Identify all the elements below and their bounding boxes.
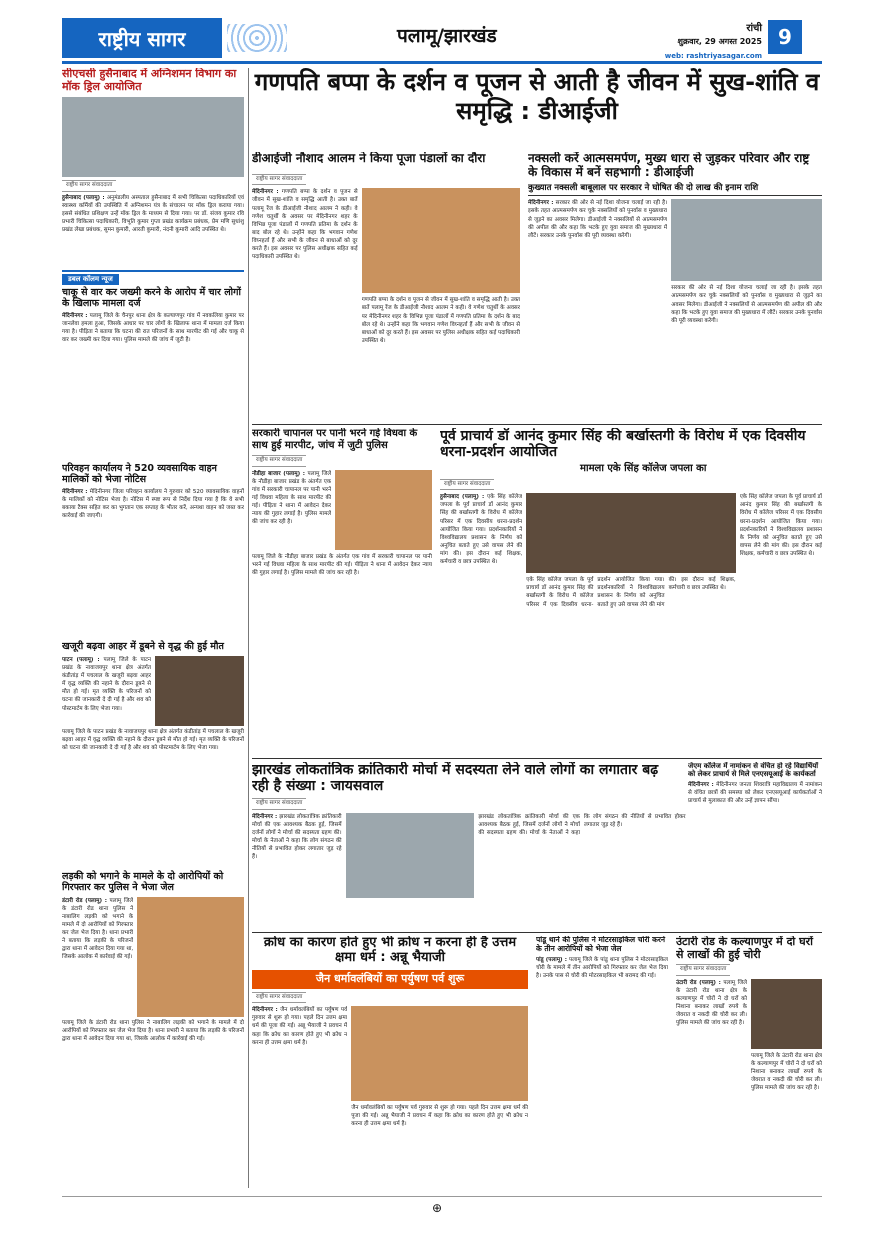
- theft-text-cont: पलामू जिले के उंटारी रोड थाना क्षेत्र के कल्याणपुर में चोरों ने दो घरों को निशाना बनाकर लाखों रुपये के जेवरात व नकदी की चोरी कर ली। पुलिस मामले की जांच कर रही है।: [751, 1052, 822, 1092]
- story1-body: [62, 194, 244, 264]
- dateline: हुसैनाबाद (पलामू) :: [440, 494, 485, 501]
- website: web: rashtriyasagar.com: [664, 52, 762, 60]
- morcha-photo: [346, 813, 475, 898]
- naxal-story: [528, 152, 822, 402]
- protest-text-right: एके सिंह कॉलेज जपला के पूर्व प्राचार्य डॉ आनंद कुमार सिंह की बर्खास्तगी के विरोध में कॉलेज परिसर में एक दिवसीय धरना-प्रदर्शन आयोजित किया गया। प्रदर्शनकारियों ने विश्वविद्यालय प्रशासन के निर्णय को अनुचित बताते हुए उसे वापस लेने की मांग की। इस दौरान कई शिक्षक, कर्मचारी व छात्र उपस्थित थे।: [739, 494, 822, 557]
- widow-body: [252, 470, 331, 550]
- widow-headline: सरकारी चापानल पर पानी भरने गई विधवा के साथ हुई मारपीट, जांच में जुटी पुलिस: [252, 428, 418, 451]
- story4-photo: [155, 656, 244, 726]
- story3-body: [62, 488, 244, 638]
- dateline: मेदिनीनगर :: [252, 189, 279, 196]
- motorcycle-body: [536, 956, 668, 1156]
- dig-photo: [362, 188, 520, 293]
- section-title: पलामू/झारखंड: [397, 25, 497, 47]
- jain-body-cont: [351, 1104, 528, 1164]
- protest-body: [440, 493, 522, 733]
- byline: राष्ट्रीय सागर संवाददाता: [62, 180, 116, 192]
- naxal-subhead: कुख्यात नक्सली बाबूलाल पर सरकार ने घोषित की दो लाख की इनाम राशि: [528, 184, 822, 197]
- dateline: मेदिनीनगर :: [688, 782, 714, 789]
- morcha-text-cont: झारखंड लोकतांत्रिक क्रांतिकारी मोर्चा की एक आवश्यक बैठक हुई, जिसमें दर्जनों लोगों ने मोर्चा की सदस्यता ग्रहण की। मोर्चा के नेताओं ने कहा कि लोग संगठन की नीतियों से प्रभावित होकर लगातार जुड़ रहे हैं।: [478, 813, 686, 836]
- byline: राष्ट्रीय सागर संवाददाता: [252, 174, 306, 186]
- dateline: मेदिनीनगर :: [252, 1007, 278, 1014]
- protest-body-cont: [526, 576, 735, 731]
- story2-body: [62, 312, 244, 460]
- dig-body: [252, 188, 358, 388]
- jain-text: जैन धर्मावलंबियों का पर्युषण पर्व गुरुवार से शुरू हो गया। पहले दिन उत्तम क्षमा धर्म की पूजा की गई। अन्नू भैयाजी ने प्रवचन में कहा कि क्रोध का कारण होते हुए भी क्रोध न करना ही उत्तम क्षमा धर्म है।: [252, 1007, 348, 1046]
- protest-photo: [526, 493, 735, 573]
- story4-text: पलामू जिले के पाटन प्रखंड के नावाजयपुर थाना क्षेत्र अंतर्गत कंडीतांड़ में पचलाल के खजूरी बढ़वा आहर में वृद्ध व्यक्ति की नहाने के दौरान डूबने से मौत हो गई। मृत व्यक्ति के परिजनों को घटना की जानकारी दे दी गई है और शव को पोस्टमार्टम के लिए भेजा गया।: [62, 656, 151, 712]
- theft-body-cont: [751, 1052, 822, 1137]
- left-column: [62, 68, 244, 1188]
- naxal-photo: [671, 199, 822, 281]
- nsui-story: [688, 762, 822, 932]
- jain-story: [252, 936, 528, 1176]
- widow-body-cont: [252, 553, 432, 713]
- dig-story: [252, 152, 520, 402]
- story5-text: पलामू जिले के डंटारी रोड थाना पुलिस ने नाबालिग लड़की को भगाने के मामले में दो आरोपियों को गिरफ्तार कर जेल भेज दिया है। थाना प्रभारी ने बताया कि लड़की के परिजनों द्वारा थाना में आवेदन दिया गया था, जिसके आलोक में कार्रवाई की गई।: [62, 897, 134, 961]
- widow-content: [252, 470, 432, 550]
- widow-text-cont: पलामू जिले के नौडीहा बाजार प्रखंड के अंतर्गत एक गांव में सरकारी चापानल पर पानी भरने गई विधवा महिला के साथ मारपीट की गई। पीड़िता ने थाना में आवेदन देकर न्याय की गुहार लगाई है। पुलिस मामले की जांच कर रही है।: [252, 553, 432, 576]
- masthead-rule: [62, 61, 822, 64]
- protest-body-right: [740, 493, 822, 733]
- protest-photo-wrap: [526, 493, 735, 733]
- story4-body: [62, 656, 151, 726]
- dateline: पांडू (पलामू) :: [536, 957, 567, 964]
- widow-photo: [335, 470, 432, 550]
- dateline: नौडीहा बाजार (पलामू) :: [252, 470, 306, 477]
- naxal-headline: नक्सली करें आत्मसमर्पण, मुख्य धारा से जुड़कर परिवार और राष्ट्र के विकास में बनें सहभागी : डीआईजी: [528, 152, 810, 179]
- motorcycle-text: पलामू जिले के पांडू थाना पुलिस ने मोटरसाइकिल चोरी के मामले में तीन आरोपियों को गिरफ्तार कर जेल भेज दिया है। उनके पास से चोरी की मोटरसाइकिल भी बरामद की गई।: [536, 957, 668, 980]
- decorative-dots: [227, 24, 287, 52]
- protest-content: [440, 493, 822, 733]
- horizontal-rule: [252, 424, 822, 425]
- nsui-text: मेदिनीनगर जनता शिवरात्रि महाविद्यालय में नामांकन से वंचित छात्रों की समस्या को लेकर एनएसयूआई कार्यकर्ताओं ने प्राचार्य से मुलाकात की और उन्हें ज्ञापन सौंपा।: [688, 782, 822, 805]
- jain-text-cont: जैन धर्मावलंबियों का पर्युषण पर्व गुरुवार से शुरू हो गया। पहले दिन उत्तम क्षमा धर्म की पूजा की गई। अन्नू भैयाजी ने प्रवचन में कहा कि क्रोध का कारण होते हुए भी क्रोध न करना ही उत्तम क्षमा धर्म है।: [351, 1105, 528, 1128]
- byline: राष्ट्रीय सागर संवाददाता: [252, 455, 306, 467]
- story5-photo: [137, 897, 244, 1017]
- dateline: उंटारी रोड (पलामू) :: [676, 979, 721, 986]
- naxal-text: सरकार की ओर से नई दिशा योजना चलाई जा रही है। इसके तहत आत्मसमर्पण कर चुके नक्सलियों को पुनर्वास व मुख्यधारा से जुड़ने का अवसर मिलेगा। डीआईजी ने नक्सलियों से आत्मसमर्पण की अपील की और कहा कि भटके हुए युवा समाज की मुख्यधारा में लौटें। सरकार उनके पुनर्वास की पूरी व्यवस्था करेगी।: [528, 200, 668, 239]
- story2-headline: चाकू से वार कर जख्मी करने के आरोप में चार लोगों के खिलाफ मामला दर्ज: [62, 287, 241, 310]
- story5-body-cont: [62, 1019, 244, 1129]
- dateline: डंटारी रोड (पलामू) :: [62, 897, 107, 904]
- theft-text: पलामू जिले के उंटारी रोड थाना क्षेत्र के कल्याणपुर में चोरों ने दो घरों को निशाना बनाकर लाखों रुपये के जेवरात व नकदी की चोरी कर ली। पुलिस मामले की जांच कर रही है।: [676, 979, 747, 1027]
- dateline: मेदिनीनगर :: [252, 813, 278, 820]
- theft-story: [676, 936, 822, 1176]
- story4-text-cont: पलामू जिले के पाटन प्रखंड के नावाजयपुर थाना क्षेत्र अंतर्गत कंडीतांड़ में पचलाल के खजूरी बढ़वा आहर में वृद्ध व्यक्ति की नहाने के दौरान डूबने से मौत हो गई। मृत व्यक्ति के परिजनों को घटना की जानकारी दे दी गई है और शव को पोस्टमार्टम के लिए भेजा गया।: [62, 728, 244, 752]
- jain-photo-wrap: [351, 1006, 528, 1166]
- dig-text-cont: गणपति बप्पा के दर्शन व पूजन से जीवन में सुख-शांति व समृद्धि आती है। उक्त बातें पलामू रेंज के डीआईजी नौशाद आलम ने कही। वे गणेश चतुर्थी के अवसर पर मेदिनीनगर शहर के विभिन्न पूजा पंडालों में गणपति प्रतिमा के दर्शन के बाद बोल रहे थे। उन्होंने कहा कि भगवान गणेश विघ्नहर्ता हैं और सभी के जीवन से बाधाओं को दूर करते हैं। इस अवसर पर पुलिस अधीक्षक सहित कई पदाधिकारी उपस्थित थे।: [361, 297, 520, 344]
- story1-text: अनुमंडलीय अस्पताल हुसैनाबाद में सभी चिकित्सा पदाधिकारियों एवं स्वास्थ्य कर्मियों की उपस्थिति में अग्निशमन यंत्र के संचालन पर मॉक ड्रिल कराया गया। इससे संबंधित प्रशिक्षण उन्हें मॉक ड्रिल के माध्यम से दिया गया। पर डॉ. संजय कुमार रवि प्रभारी चिकित्सा पदाधिकारी, विभूति कुमार गुप्ता प्रखंड कार्यक्रम प्रबंधक, प्रेम मणि सुधांशु प्रखंड लेखा प्रबंधक, सुमन कुमारी, आरती कुमारी, नंदनी कुमारी आदि उपस्थित थे।: [62, 194, 244, 234]
- dateline: मेदिनीनगर :: [62, 488, 88, 495]
- column-divider: [248, 68, 249, 1188]
- theft-photo: [751, 979, 822, 1049]
- naxal-body-cont: [671, 284, 822, 364]
- naxal-text-cont: सरकार की ओर से नई दिशा योजना चलाई जा रही है। इसके तहत आत्मसमर्पण कर चुके नक्सलियों को पुनर्वास व मुख्यधारा से जुड़ने का अवसर मिलेगा। डीआईजी ने नक्सलियों से आत्मसमर्पण की अपील की और कहा कि भटके हुए युवा समाज की मुख्यधारा में लौटें। सरकार उनके पुनर्वास की पूरी व्यवस्था करेगी।: [671, 285, 822, 324]
- jain-headline: क्रोध का कारण होते हुए भी क्रोध न करना ही है उत्तम क्षमा धर्म : अन्नू भैयाजी: [263, 936, 517, 965]
- widow-text: पलामू जिले के नौडीहा बाजार प्रखंड के अंतर्गत एक गांव में सरकारी चापानल पर पानी भरने गई विधवा महिला के साथ मारपीट की गई। पीड़िता ने थाना में आवेदन देकर न्याय की गुहार लगाई है। पुलिस मामले की जांच कर रही है।: [252, 470, 332, 526]
- dig-text: गणपति बप्पा के दर्शन व पूजन से जीवन में सुख-शांति व समृद्धि आती है। उक्त बातें पलामू रेंज के डीआईजी नौशाद आलम ने कही। वे गणेश चतुर्थी के अवसर पर मेदिनीनगर शहर के विभिन्न पूजा पंडालों में गणपति प्रतिमा के दर्शन के बाद बोल रहे थे। उन्होंने कहा कि भगवान गणेश विघ्नहर्ता हैं और सभी के जीवन से बाधाओं को दूर करते हैं। इस अवसर पर पुलिस अधीक्षक सहित कई पदाधिकारी उपस्थित थे।: [252, 189, 358, 261]
- double-column-label: [62, 270, 244, 285]
- story1-photo: [62, 97, 244, 177]
- dateline: मेदिनीनगर :: [62, 313, 88, 320]
- story3-text: मेदिनीनगर जिला परिवहन कार्यालय ने गुरुवार को 520 व्यावसायिक वाहनों के मालिकों को नोटिस भेजा है। नोटिस में स्पष्ट रूप से निर्देश दिया गया है कि वे सभी बकाया टैक्स सहित कर का भुगतान एक सप्ताह के भीतर करें, अन्यथा वाहन को जब्त कर कार्रवाई की जाएगी।: [62, 488, 244, 520]
- dig-content: [252, 188, 520, 391]
- story5-text-cont: पलामू जिले के डंटारी रोड थाना पुलिस ने नाबालिग लड़की को भगाने के मामले में दो आरोपियों को गिरफ्तार कर जेल भेज दिया है। थाना प्रभारी ने बताया कि लड़की के परिजनों द्वारा थाना में आवेदन दिया गया था, जिसके आलोक में कार्रवाई की गई।: [62, 1019, 244, 1042]
- nsui-body: [688, 781, 822, 921]
- horizontal-rule: [252, 758, 822, 759]
- morcha-text: झारखंड लोकतांत्रिक क्रांतिकारी मोर्चा की एक आवश्यक बैठक हुई, जिसमें दर्जनों लोगों ने मोर्चा की सदस्यता ग्रहण की। मोर्चा के नेताओं ने कहा कि लोग संगठन की नीतियों से प्रभावित होकर लगातार जुड़ रहे हैं।: [252, 813, 342, 861]
- edition-date: शुक्रवार, 29 अगस्त 2025: [677, 37, 762, 46]
- story4-body-cont: [62, 728, 244, 868]
- morcha-headline: झारखंड लोकतांत्रिक क्रांतिकारी मोर्चा में सदस्यता लेने वाले लोगों का लगातार बढ़ रही है संख्या : जायसवाल: [252, 762, 659, 795]
- page-number: 9: [768, 20, 802, 54]
- byline: राष्ट्रीय सागर संवाददाता: [440, 479, 494, 491]
- jain-content: [252, 1006, 528, 1166]
- morcha-body-cont: [478, 813, 685, 923]
- story5-headline: लड़की को भगाने के मामले के दो आरोपियों को गिरफ्तार कर पुलिस ने भेजा जेल: [62, 870, 224, 893]
- jain-body: [252, 1006, 347, 1166]
- banner-story: [252, 68, 822, 152]
- naxal-body: [528, 199, 667, 364]
- jain-band: जैन धर्मावलंबियों का पर्युषण पर्व शुरू: [252, 970, 528, 989]
- protest-subhead: मामला एके सिंह कॉलेज जपला का: [580, 463, 707, 475]
- naxal-photo-wrap: [671, 199, 822, 364]
- banner-headline: गणपति बप्पा के दर्शन व पूजन से आती है जीवन में सुख-शांति व समृद्धि : डीआईजी: [254, 68, 820, 125]
- dig-photo-wrap: [362, 188, 520, 391]
- masthead: [62, 18, 822, 64]
- theft-content: [676, 979, 822, 1139]
- newspaper-logo: राष्ट्रीय सागर: [62, 18, 222, 58]
- theft-headline: उंटारी रोड के कल्याणपुर में दो घरों से लाखों की हुई चोरी: [676, 936, 813, 961]
- edition-city: रांची: [746, 23, 762, 34]
- footer: [62, 1196, 822, 1216]
- motorcycle-headline: पांडू थाने की पुलिस ने मोटरसाइकिल चोरी करने के तीन आरोपियों को भेजा जेल: [536, 936, 666, 953]
- story5-content: [62, 897, 244, 1017]
- dateline: पाटन (पलामू) :: [62, 656, 100, 663]
- nsui-headline: जेएम कॉलेज में नामांकन से वंचित हो रहे विद्यार्थियों को लेकर प्राचार्य से मिले एनएसयूआई के कार्यकर्ता: [688, 762, 819, 779]
- theft-photo-wrap: [751, 979, 822, 1139]
- motorcycle-story: [536, 936, 668, 1176]
- protest-text: एके सिंह कॉलेज जपला के पूर्व प्राचार्य डॉ आनंद कुमार सिंह की बर्खास्तगी के विरोध में कॉलेज परिसर में एक दिवसीय धरना-प्रदर्शन आयोजित किया गया। प्रदर्शनकारियों ने विश्वविद्यालय प्रशासन के निर्णय को अनुचित बताते हुए उसे वापस लेने की मांग की। इस दौरान कई शिक्षक, कर्मचारी व छात्र उपस्थित थे।: [440, 494, 523, 566]
- story4-headline: खजूरी बढ़वा आहर में डूबने से वृद्ध की हुई मौत: [62, 640, 224, 652]
- dig-body-cont: [362, 296, 520, 391]
- story5-body: [62, 897, 133, 1017]
- dateline: हुसैनाबाद (पलामू) :: [62, 194, 105, 201]
- byline: राष्ट्रीय सागर संवाददाता: [252, 992, 306, 1004]
- compass-icon: ⊕: [432, 1201, 443, 1215]
- morcha-body: [252, 813, 342, 923]
- story2-text: पलामू जिले के चैनपुर थाना क्षेत्र के कल्याणपुर गांव में नवकलिया कुमार पर जानलेवा हमला हुआ, जिसके आधार पर चार लोगों के खिलाफ थाना में मामला दर्ज किया गया है। पीड़िता ने बताया कि घटना की रात परिजनों के साथ मारपीट की गई और चाकू से वार कर जख्मी कर दिया गया। पुलिस मामले की जांच में जुटी है।: [62, 313, 244, 344]
- jain-photo: [351, 1006, 528, 1101]
- story1-headline: सीएचसी हुसैनाबाद में अग्निशमन विभाग का मॉक ड्रिल आयोजित: [62, 68, 237, 93]
- naxal-content: [528, 199, 822, 364]
- byline: राष्ट्रीय सागर संवाददाता: [676, 964, 730, 976]
- theft-body: [676, 979, 747, 1139]
- protest-headline: पूर्व प्राचार्य डॉ आनंद कुमार सिंह की बर्खास्तगी के विरोध में एक दिवसीय धरना-प्रदर्शन आयोजित: [440, 428, 806, 461]
- widow-story: [252, 428, 432, 758]
- dateline: मेदिनीनगर :: [528, 200, 554, 207]
- horizontal-rule: [252, 932, 822, 933]
- section-label: डबल कॉलम न्यूज: [62, 274, 119, 285]
- story3-headline: परिवहन कार्यालय ने 520 व्यवसायिक वाहन मालिकों को भेजा नोटिस: [62, 463, 217, 486]
- protest-story: [440, 428, 822, 758]
- story4-content: [62, 656, 244, 726]
- dig-subhead: डीआईजी नौशाद आलम ने किया पूजा पंडालों का दौरा: [252, 152, 486, 165]
- protest-text-cont: एके सिंह कॉलेज जपला के पूर्व प्राचार्य डॉ आनंद कुमार सिंह की बर्खास्तगी के विरोध में कॉलेज परिसर में एक दिवसीय धरना-प्रदर्शन आयोजित किया गया। प्रदर्शनकारियों ने विश्वविद्यालय प्रशासन के निर्णय को अनुचित बताते हुए उसे वापस लेने की मांग की। इस दौरान कई शिक्षक, कर्मचारी व छात्र उपस्थित थे।: [526, 577, 736, 608]
- byline: राष्ट्रीय सागर संवाददाता: [252, 798, 306, 810]
